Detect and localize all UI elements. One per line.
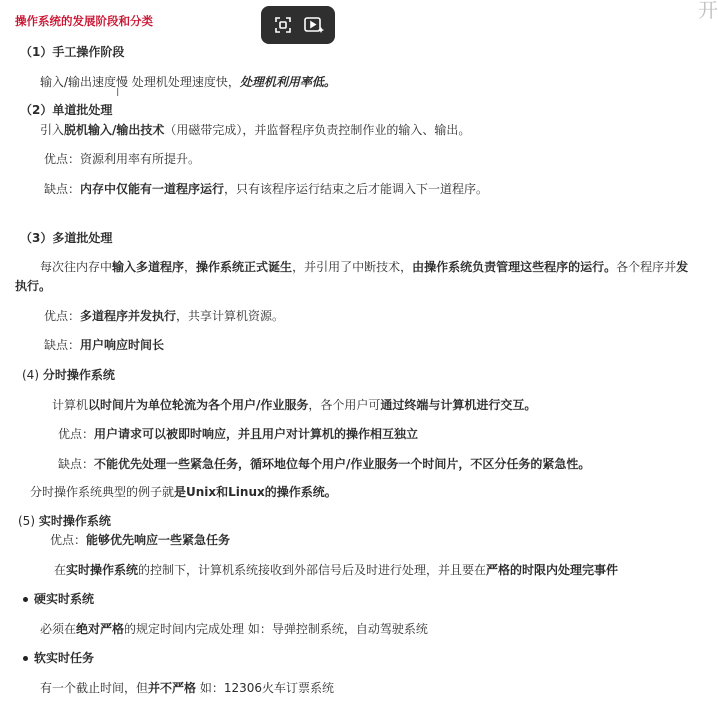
section-4-pro — [58, 425, 418, 443]
section-4-example — [30, 483, 337, 501]
section-5-heading — [18, 512, 111, 530]
s4-desc-a: 计算机 — [52, 398, 89, 412]
hard-c: 的规定时间内完成处理 如：导弹控制系统，自动驾驶系统 — [124, 622, 428, 636]
hard-realtime-desc — [40, 620, 428, 638]
s4-pro-b: 用户请求可以被即时响应，并且用户对计算机的操作相互独立 — [94, 427, 419, 441]
hard-b: 绝对严格 — [76, 622, 125, 636]
section-1-desc-b: 处理机利用率低。 — [239, 75, 336, 89]
s4-heading-b: 分时操作系统 — [42, 368, 115, 382]
s4-desc-d: 通过终端与计算机进行交互。 — [380, 398, 537, 412]
s4-desc-c: ，各个用户可 — [308, 398, 381, 412]
section-1-heading: （1）手工操作阶段 — [20, 45, 125, 59]
text-cursor-icon: I — [116, 86, 120, 99]
s3-l1-a: 每次往内存中 — [40, 260, 113, 274]
soft-realtime-title: 软实时任务 — [34, 651, 95, 665]
s3-l1-g: 各个程序并 — [616, 260, 677, 274]
screenshot-crop-icon[interactable] — [271, 13, 295, 37]
section-2-con-a: 缺点： — [44, 182, 81, 196]
hard-a: 必须在 — [40, 622, 77, 636]
s3-l1-b: 输入多道程序 — [112, 260, 185, 274]
s4-con-b: 不能优先处理一些紧急任务，循环地位每个用户/作业服务一个时间片，不区分任务的紧急性。 — [94, 457, 591, 471]
bullet-dot — [23, 656, 28, 661]
section-3-heading: （3）多道批处理 — [20, 231, 113, 245]
page-title: 操作系统的发展阶段和分类 — [15, 14, 153, 28]
section-4-desc — [52, 396, 536, 414]
soft-a: 有一个截止时间，但 — [40, 681, 149, 695]
corner-glyph: 开 — [698, 0, 718, 22]
s3-pro-a: 优点： — [44, 309, 81, 323]
s4-example-b: 是Unix和Linux的操作系统。 — [174, 485, 337, 499]
s3-l1-e: ，并引用了中断技术， — [292, 260, 413, 274]
section-2-con-c: ，只有该程序运行结束之后才能调入下一道程序。 — [224, 182, 489, 196]
section-2-pro: 优点：资源利用率有所提升。 — [44, 152, 201, 166]
section-1-desc — [40, 73, 336, 91]
s3-l1-d: 操作系统正式诞生 — [196, 260, 293, 274]
floating-toolbar — [261, 6, 335, 44]
s5-pro-b: 能够优先响应一些紧急任务 — [86, 533, 231, 547]
s5-pro-a: 优点： — [50, 533, 87, 547]
section-3-con — [44, 336, 164, 354]
video-sparkle-icon[interactable] — [302, 13, 326, 37]
s4-heading-a: (4) — [22, 368, 43, 382]
section-2-con — [44, 180, 488, 198]
section-3-pro — [44, 307, 284, 325]
section-2-desc-b: 脱机输入/输出技术 — [64, 123, 165, 137]
s5-desc-b: 实时操作系统 — [66, 563, 139, 577]
section-2-desc — [40, 121, 470, 139]
s3-l1-c: ， — [184, 260, 197, 274]
s4-example-a: 分时操作系统典型的例子就 — [30, 485, 175, 499]
s5-heading-a: (5) — [18, 514, 39, 528]
section-2-desc-c: （用磁带完成），并监督程序负责控制作业的输入、输出。 — [164, 123, 471, 137]
s3-l1-h: 发 — [676, 260, 689, 274]
s5-heading-b: 实时操作系统 — [38, 514, 111, 528]
soft-b: 并不严格 — [148, 681, 197, 695]
bullet-dot — [23, 597, 28, 602]
section-2-heading: （2）单道批处理 — [20, 103, 113, 117]
s3-con-b: 用户响应时间长 — [80, 338, 165, 352]
s3-con-a: 缺点： — [44, 338, 81, 352]
section-2-desc-a: 引入 — [40, 123, 65, 137]
s4-con-a: 缺点： — [58, 457, 95, 471]
s3-pro-c: ，共享计算机资源。 — [176, 309, 285, 323]
soft-c: 如：12306火车订票系统 — [196, 681, 335, 695]
section-1-desc-a: 输入/输出速度慢 处理机处理速度快， — [40, 75, 240, 89]
section-5-pro — [50, 531, 230, 549]
s5-desc-c: 的控制下，计算机系统接收到外部信号后及时进行处理，并且要在 — [138, 563, 487, 577]
section-4-con — [58, 455, 590, 473]
s3-l1-f: 由操作系统负责管理这些程序的运行。 — [412, 260, 617, 274]
s3-pro-b: 多道程序并发执行 — [80, 309, 177, 323]
hard-realtime-title: 硬实时系统 — [34, 592, 95, 606]
s4-pro-a: 优点： — [58, 427, 95, 441]
section-3-desc-line1 — [40, 258, 688, 276]
section-3-desc-line2: 执行。 — [15, 279, 52, 293]
soft-realtime-desc — [40, 679, 334, 697]
section-4-heading — [22, 366, 115, 384]
section-2-con-b: 内存中仅能有一道程序运行 — [80, 182, 225, 196]
section-5-desc — [54, 561, 618, 579]
s5-desc-d: 严格的时限内处理完事件 — [486, 563, 619, 577]
s5-desc-a: 在 — [54, 563, 67, 577]
s4-desc-b: 以时间片为单位轮流为各个用户/作业服务 — [88, 398, 309, 412]
